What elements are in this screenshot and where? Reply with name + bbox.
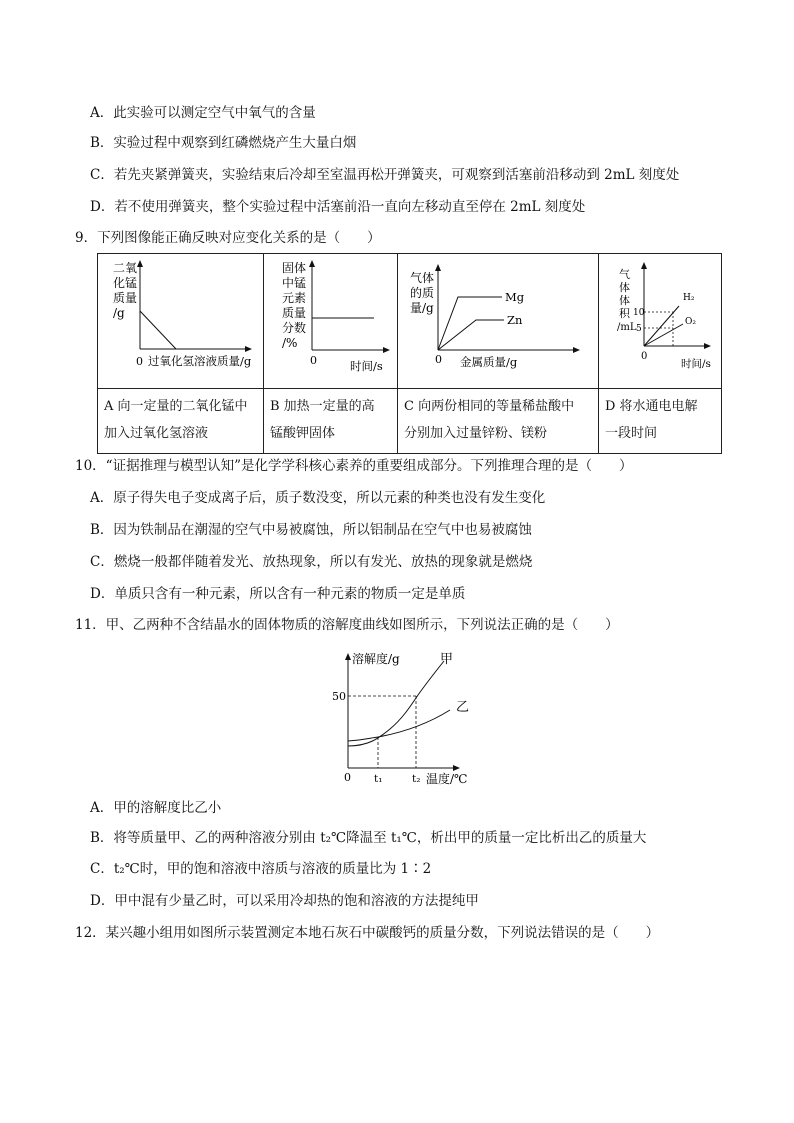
q9b-ylabel-1: 中锰: [282, 276, 307, 290]
q10-option-c: C．燃烧一般都伴随着发光、放热现象，所以有发光、放热的现象就是燃烧: [90, 554, 533, 570]
q11-ytick-50: 50: [332, 690, 346, 703]
q9d-ylabel-2: 体: [619, 294, 630, 307]
q9-caption-a-line2: 加入过氧化氢溶液: [104, 426, 209, 441]
q8-option-b: B．实验过程中观察到红磷燃烧产生大量白烟: [90, 135, 357, 151]
q9-graph-c-cell: [398, 254, 599, 389]
q9b-ylabel-5: /%: [282, 336, 298, 350]
q9d-ylabel-0: 气: [619, 268, 630, 281]
q9-caption-b: [264, 389, 398, 454]
q9b-ylabel-4: 分数: [282, 321, 307, 335]
q9-caption-a: [98, 389, 264, 454]
q11-y-arrow: [345, 653, 351, 660]
q9-graph-b-cell: [264, 254, 398, 389]
q9a-xlabel: 过氧化氢溶液质量/g: [148, 354, 252, 368]
q9c-xlabel: 金属质量/g: [460, 355, 518, 369]
q11-origin: 0: [344, 771, 351, 784]
q9-caption-a-line1: A 向一定量的二氧化锰中: [104, 399, 248, 414]
q9c-zn-label: Zn: [507, 313, 523, 327]
q11-option-d: D．甲中混有少量乙时，可以采用冷却热的饱和溶液的方法提纯甲: [90, 893, 479, 909]
q11-option-a: A．甲的溶解度比乙小: [90, 800, 222, 816]
q11-xtick-t2: t₂: [412, 773, 421, 785]
q10-stem: 10．“证据推理与模型认知”是化学学科核心素养的重要组成部分。下列推理合理的是（ ）: [75, 458, 633, 474]
q9d-ylabel-1: 体: [619, 281, 630, 294]
q9-caption-c-line1: C 向两份相同的等量稀盐酸中: [404, 399, 575, 414]
q9a-ylabel-1: 化锰: [113, 276, 138, 290]
q8-option-d: D．若不使用弹簧夹，整个实验过程中活塞前沿一直向左移动直至停在 2mL 刻度处: [90, 199, 586, 215]
q9b-ylabel-3: 质量: [282, 306, 307, 320]
q9-graph-d-cell: [599, 254, 722, 389]
q11-stem: 11．甲、乙两种不含结晶水的固体物质的溶解度曲线如图所示，下列说法正确的是（ ）: [75, 617, 619, 633]
q9b-ylabel-0: 固体: [282, 261, 307, 275]
q9-stem: 9．下列图像能正确反映对应变化关系的是（ ）: [75, 230, 381, 246]
q11-x-arrow: [453, 765, 460, 771]
q9-graph-a-cell: [98, 254, 264, 389]
q9-graph-d: [599, 254, 721, 384]
q9-caption-d-line2: 一段时间: [605, 426, 658, 441]
q9d-ytick-5: 5: [636, 324, 642, 334]
q11-ylabel: 溶解度/g: [352, 652, 400, 666]
q11-option-c: C．t₂℃时，甲的饱和溶液中溶质与溶液的质量比为 1∶2: [90, 861, 432, 877]
q11-curve-yi: [348, 710, 450, 741]
q9a-curve: [140, 311, 176, 349]
q9a-ylabel-0: 二氧: [113, 261, 138, 275]
q12-stem: 12．某兴趣小组用如图所示装置测定本地石灰石中碳酸钙的质量分数，下列说法错误的是（ ）: [75, 925, 660, 941]
q9-caption-b-line1: B 加热一定量的高: [270, 399, 375, 414]
q9d-ytick-10: 10: [633, 308, 645, 318]
q9a-ylabel-2: 质量: [113, 291, 138, 305]
q9c-mg-label: Mg: [505, 290, 525, 304]
q9c-x-arrow: [573, 347, 580, 353]
q11-label-jia: 甲: [440, 652, 454, 667]
q11-option-b: B．将等质量甲、乙的两种溶液分别由 t₂℃降温至 t₁℃，析出甲的质量一定比析出乙的质量大: [90, 830, 647, 846]
q9b-x-arrow: [383, 347, 390, 353]
q9a-y-arrow: [137, 260, 143, 267]
q9b-origin: 0: [310, 354, 317, 367]
q9-caption-d-line1: D 将水通电电解: [605, 399, 698, 414]
q9d-ylabel-3: 积: [619, 307, 630, 320]
q10-option-b: B．因为铁制品在潮湿的空气中易被腐蚀，所以铝制品在空气中也易被腐蚀: [90, 522, 532, 538]
q9c-ylabel-0: 气体: [410, 271, 435, 285]
q9d-xlabel: 时间/s: [681, 358, 711, 370]
q9c-origin: 0: [435, 353, 442, 366]
q9-caption-b-line2: 锰酸钾固体: [270, 426, 336, 441]
q11-xlabel: 温度/℃: [426, 772, 468, 785]
q9-graph-b: [264, 254, 397, 384]
q8-option-c: C．若先夹紧弹簧夹，实验结束后冷却至室温再松开弹簧夹，可观察到活塞前沿移动到 2mL 刻度处: [90, 167, 680, 183]
q9d-y-arrow: [641, 262, 647, 269]
q9d-o2-curve: [644, 324, 683, 346]
q9-caption-c: [398, 389, 599, 454]
q11-solubility-graph: [330, 645, 480, 785]
q9a-x-arrow: [245, 346, 252, 352]
q9b-xlabel: 时间/s: [350, 359, 383, 373]
q8-option-a: A．此实验可以测定空气中氧气的含量: [90, 105, 316, 121]
q9d-origin: 0: [641, 351, 648, 362]
q11-label-yi: 乙: [456, 700, 470, 715]
q9-caption-c-line2: 分别加入过量锌粉、镁粉: [404, 426, 548, 441]
q9c-ylabel-1: 的质: [410, 286, 435, 300]
q9a-ylabel-3: /g: [113, 306, 125, 320]
q9d-x-arrow: [704, 343, 711, 349]
q9c-y-arrow: [435, 264, 441, 271]
q9-choice-table: [97, 253, 722, 454]
q9d-ylabel-4: /mL: [617, 322, 637, 333]
q11-xtick-t1: t₁: [374, 773, 383, 785]
q9b-ylabel-2: 元素: [282, 291, 307, 305]
q9b-y-arrow: [309, 260, 315, 267]
q9c-ylabel-2: 量/g: [410, 301, 434, 315]
q9-graph-a: [98, 254, 263, 384]
q9-graph-c: [398, 254, 598, 384]
q9a-origin: 0: [136, 355, 143, 368]
q10-option-a: A．原子得失电子变成离子后，质子数没变，所以元素的种类也没有发生变化: [90, 490, 546, 506]
q10-option-d: D．单质只含有一种元素，所以含有一种元素的物质一定是单质: [90, 586, 466, 602]
q9-caption-d: [599, 389, 722, 454]
q9d-o2-label: O₂: [685, 317, 696, 327]
q9d-h2-label: H₂: [683, 293, 695, 303]
